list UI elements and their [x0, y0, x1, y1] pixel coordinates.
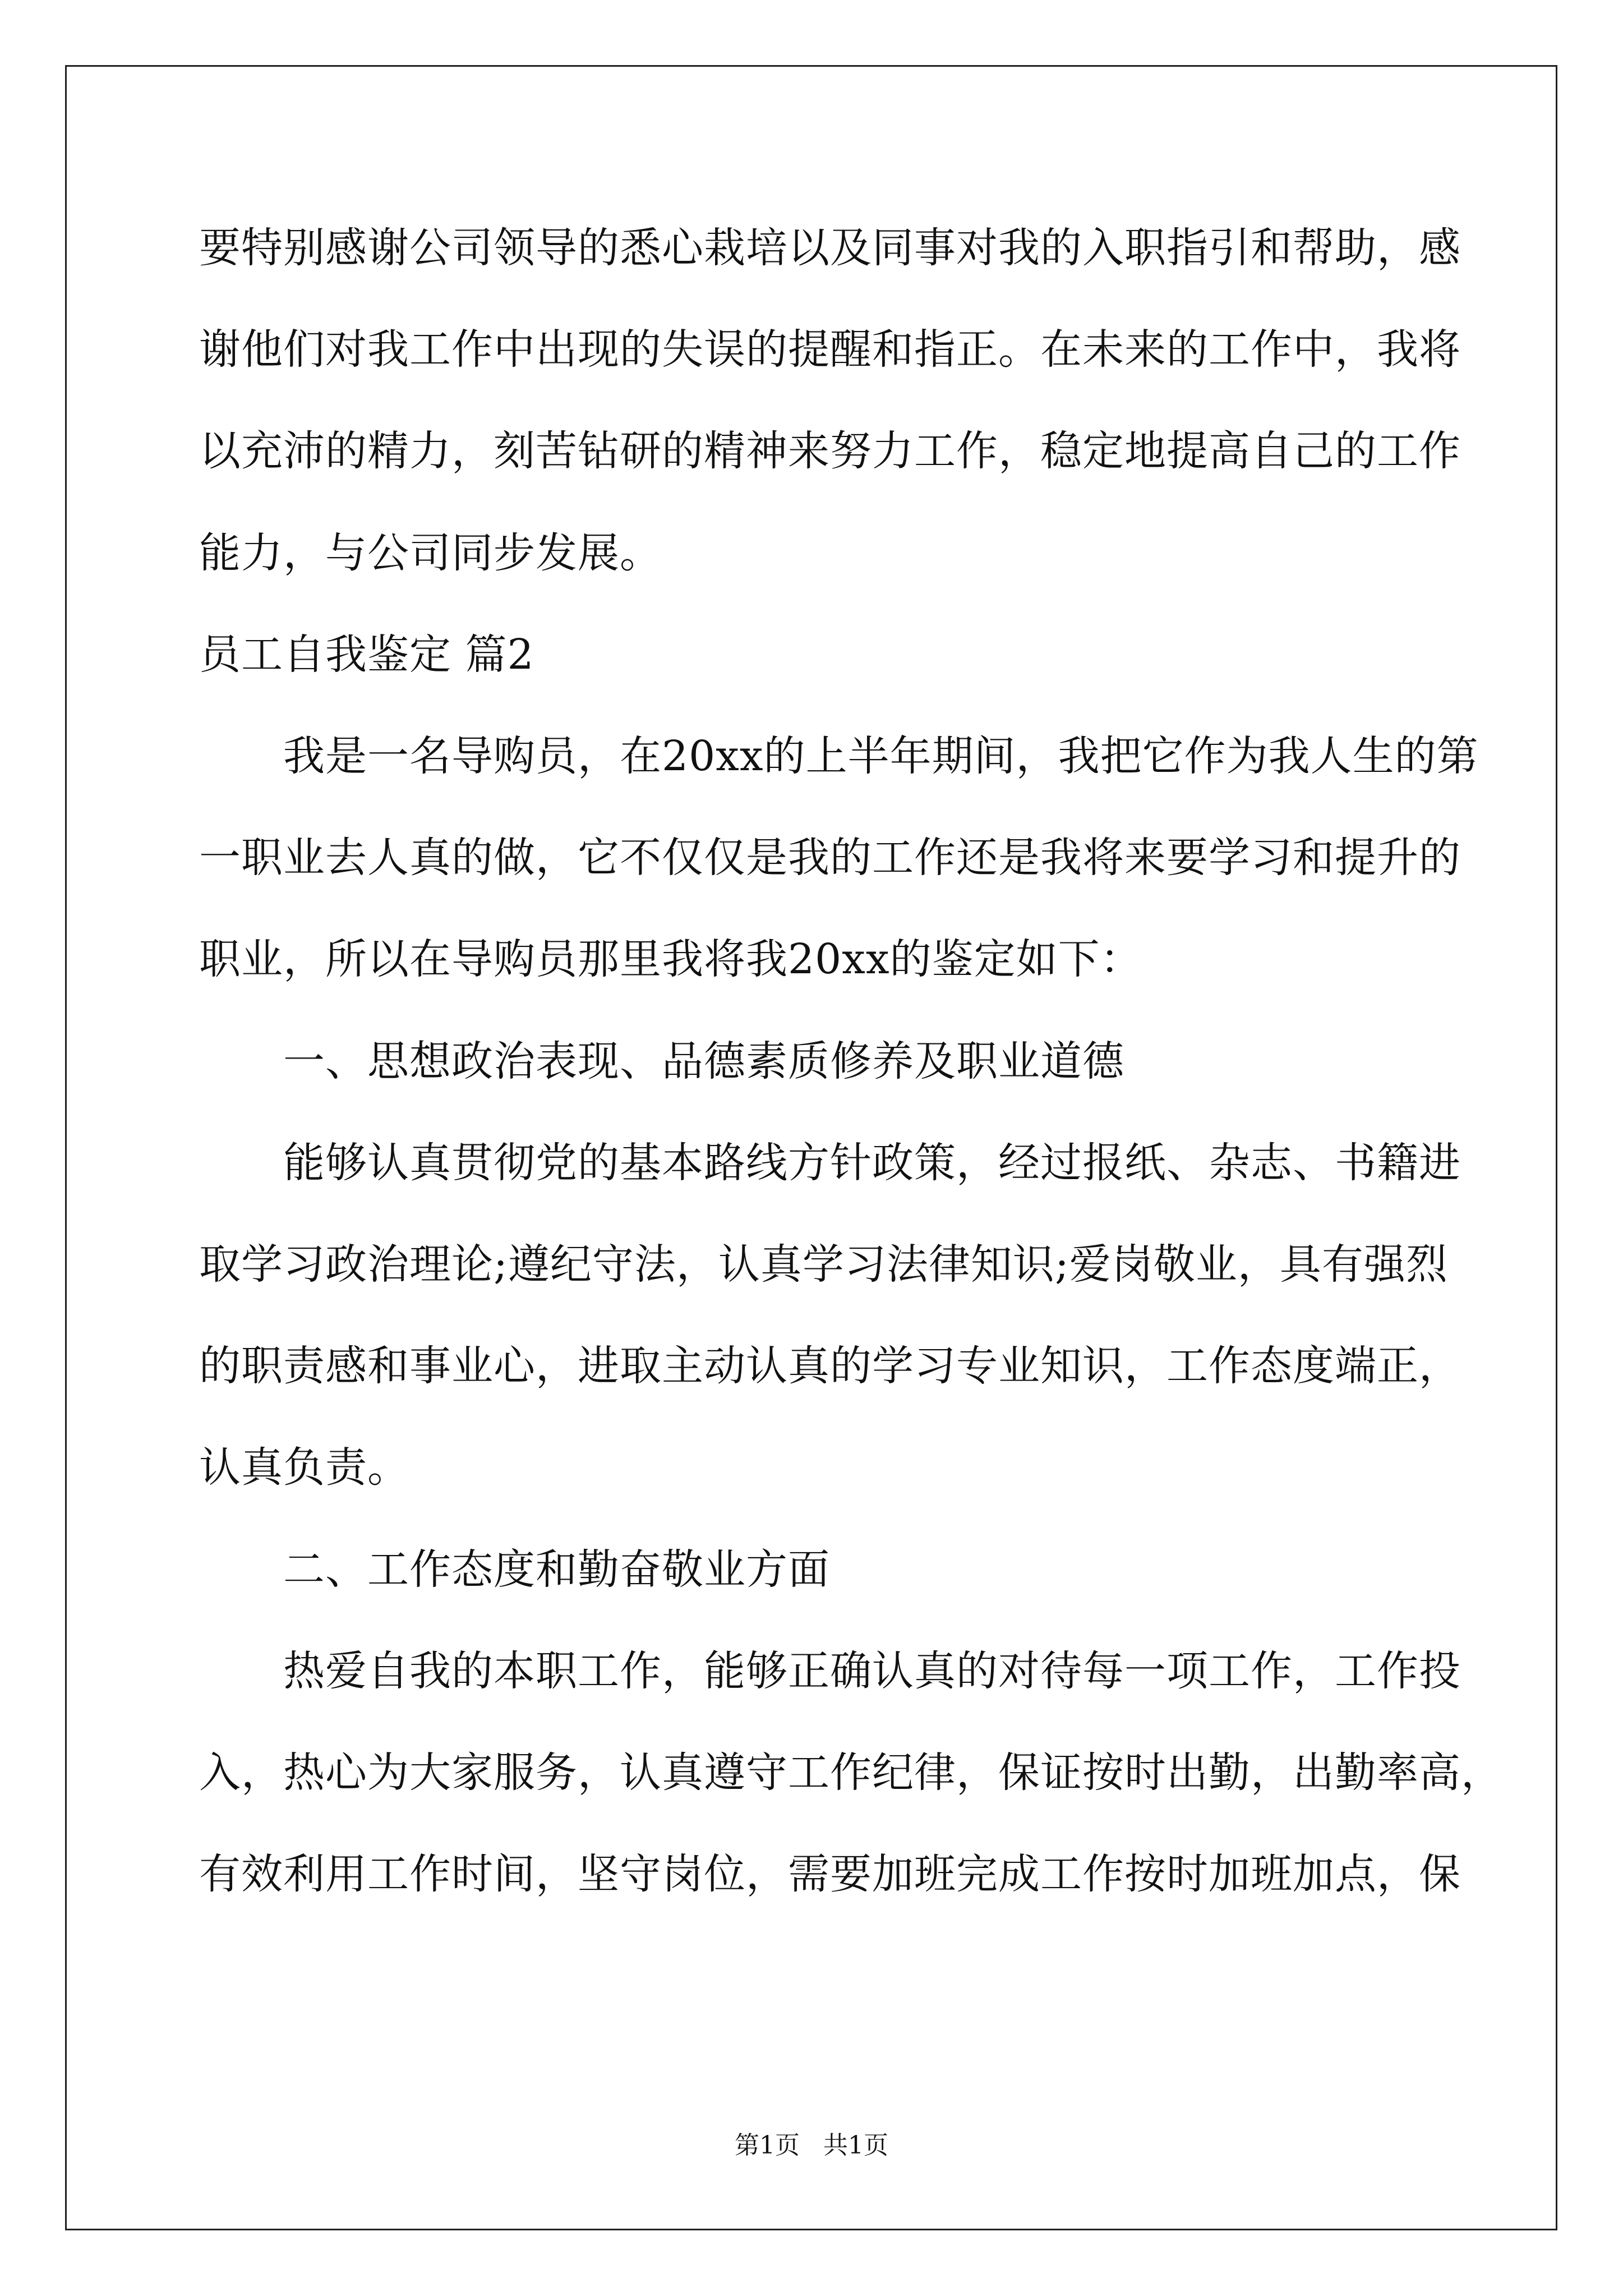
body-line: 入，热心为大家服务，认真遵守工作纪律，保证按时出勤，出勤率高，	[199, 1749, 1503, 1797]
section-heading: 员工自我鉴定 篇2	[199, 631, 534, 679]
body-line: 我是一名导购员，在20xx的上半年期间，我把它作为我人生的第	[283, 732, 1479, 780]
body-line: 能够认真贯彻党的基本路线方针政策，经过报纸、杂志、书籍进	[283, 1139, 1461, 1187]
subsection-heading: 二、工作态度和勤奋敬业方面	[283, 1545, 830, 1594]
page-footer: 第1页 共1页	[735, 2131, 888, 2160]
body-line: 要特别感谢公司领导的悉心栽培以及同事对我的入职指引和帮助，感	[199, 224, 1461, 272]
body-line: 热爱自我的本职工作，能够正确认真的对待每一项工作，工作投	[283, 1647, 1461, 1695]
body-line: 有效利用工作时间，坚守岗位，需要加班完成工作按时加班加点，保	[199, 1850, 1461, 1898]
body-line: 认真负责。	[199, 1443, 409, 1492]
body-line: 的职责感和事业心，进取主动认真的学习专业知识，工作态度端正，	[199, 1342, 1461, 1390]
body-line: 能力，与公司同步发展。	[199, 529, 662, 577]
body-line: 谢他们对我工作中出现的失误的提醒和指正。在未来的工作中，我将	[199, 325, 1461, 374]
body-line: 以充沛的精力，刻苦钻研的精神来努力工作，稳定地提高自己的工作	[199, 427, 1461, 475]
body-line: 职业，所以在导购员那里我将我20xx的鉴定如下：	[199, 935, 1142, 983]
body-line: 一职业去人真的做，它不仅仅是我的工作还是我将来要学习和提升的	[199, 834, 1461, 882]
subsection-heading: 一、思想政治表现、品德素质修养及职业道德	[283, 1037, 1124, 1085]
body-line: 取学习政治理论;遵纪守法，认真学习法律知识;爱岗敬业，具有强烈	[199, 1240, 1448, 1289]
